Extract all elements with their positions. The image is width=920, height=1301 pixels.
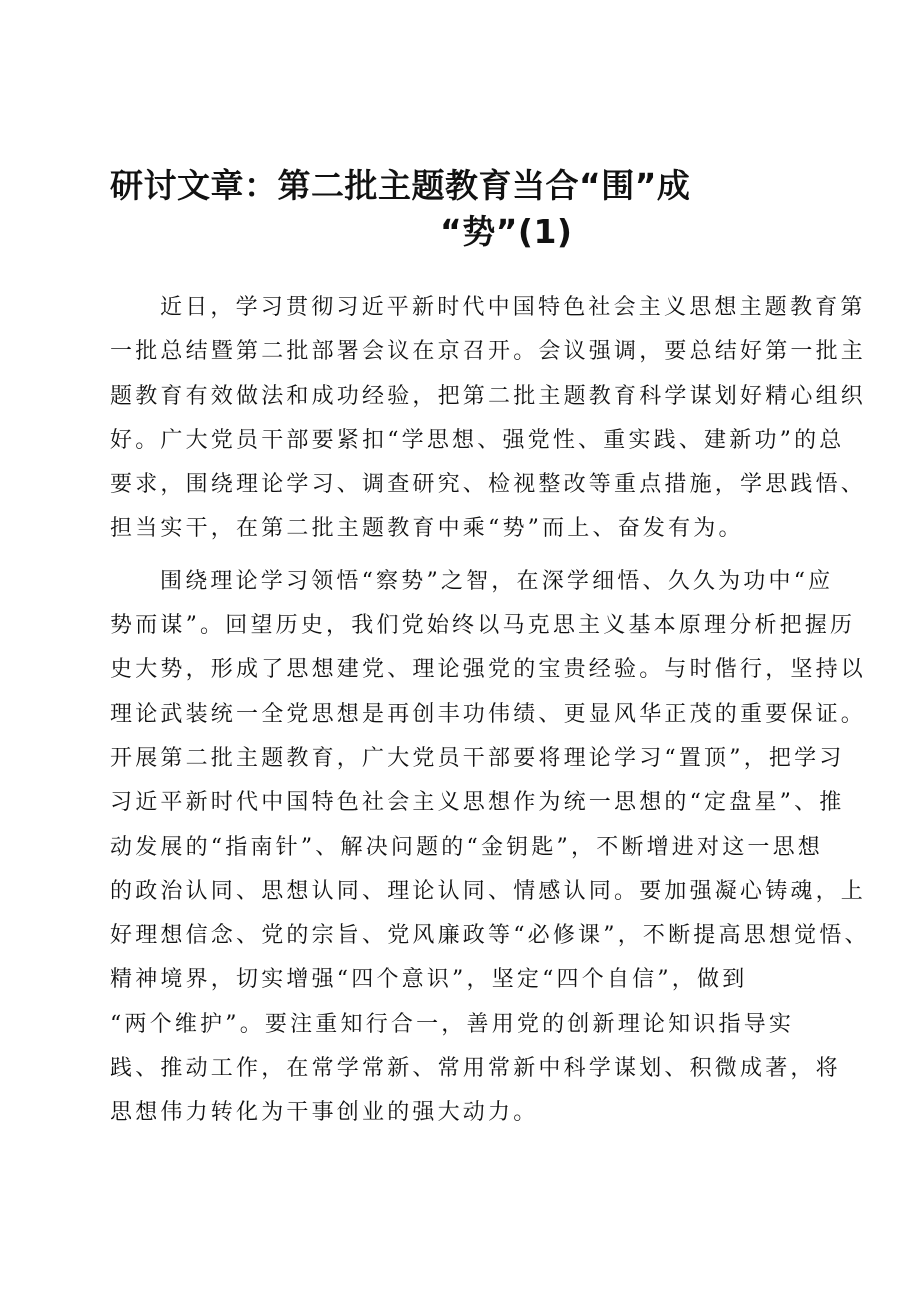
paragraph-line: 精神境界，切实增强“四个意识”，坚定“四个自信”，做到 <box>110 967 748 993</box>
paragraph-line: 动发展的“指南针”、解决问题的“金钥匙”，不断增进对这一思想 <box>110 834 823 860</box>
paragraph-line: 担当实干，在第二批主题教育中乘“势”而上、奋发有为。 <box>110 516 744 542</box>
paragraph-line: 题教育有效做法和成功经验，把第二批主题教育科学谋划好精心组织 <box>110 383 867 409</box>
paragraph-line: 要求，围绕理论学习、调查研究、检视整改等重点措施，学思践悟、 <box>110 472 867 498</box>
paragraph-line: 习近平新时代中国特色社会主义思想作为统一思想的“定盘星”、推 <box>110 790 845 816</box>
paragraph-line: 开展第二批主题教育，广大党员干部要将理论学习“置顶”，把学习 <box>110 745 845 771</box>
paragraph-line: 一批总结暨第二批部署会议在京召开。会议强调，要总结好第一批主 <box>110 339 867 365</box>
article-title <box>110 163 710 255</box>
paragraph-line: 势而谋”。回望历史，我们党始终以马克思主义基本原理分析把握历 <box>110 613 856 639</box>
paragraph-line: 好。广大党员干部要紧扣“学思想、强党性、重实践、建新功”的总 <box>110 427 845 453</box>
paragraph-line: 思想伟力转化为干事创业的强大动力。 <box>110 1100 539 1126</box>
paragraph-2 <box>110 560 870 1136</box>
title-line-2: “势”(1) <box>440 212 573 251</box>
paragraph-1 <box>110 286 867 552</box>
title-line-1: 研讨文章：第二批主题教育当合“围”成 <box>110 166 691 205</box>
paragraph-line: 史大势，形成了思想建党、理论强党的宝贵经验。与时偕行，坚持以 <box>110 657 867 683</box>
paragraph-line: 好理想信念、党的宗旨、党风廉政等“必修课”，不断提高思想觉悟、 <box>110 923 870 949</box>
paragraph-line: 围绕理论学习领悟“察势”之智，在深学细悟、久久为功中“应 <box>160 568 834 594</box>
paragraph-line: 理论武装统一全党思想是再创丰功伟绩、更显风华正茂的重要保证。 <box>110 701 867 727</box>
article-body <box>110 286 870 1136</box>
paragraph-gap <box>110 552 830 560</box>
paragraph-line: 践、推动工作，在常学常新、常用常新中科学谋划、积微成著，将 <box>110 1056 841 1082</box>
paragraph-line: “两个维护”。要注重知行合一，善用党的创新理论知识指导实 <box>110 1011 795 1037</box>
paragraph-line: 的政治认同、思想认同、理论认同、情感认同。要加强凝心铸魂，上 <box>110 878 867 904</box>
paragraph-line: 近日，学习贯彻习近平新时代中国特色社会主义思想主题教育第 <box>160 295 866 320</box>
